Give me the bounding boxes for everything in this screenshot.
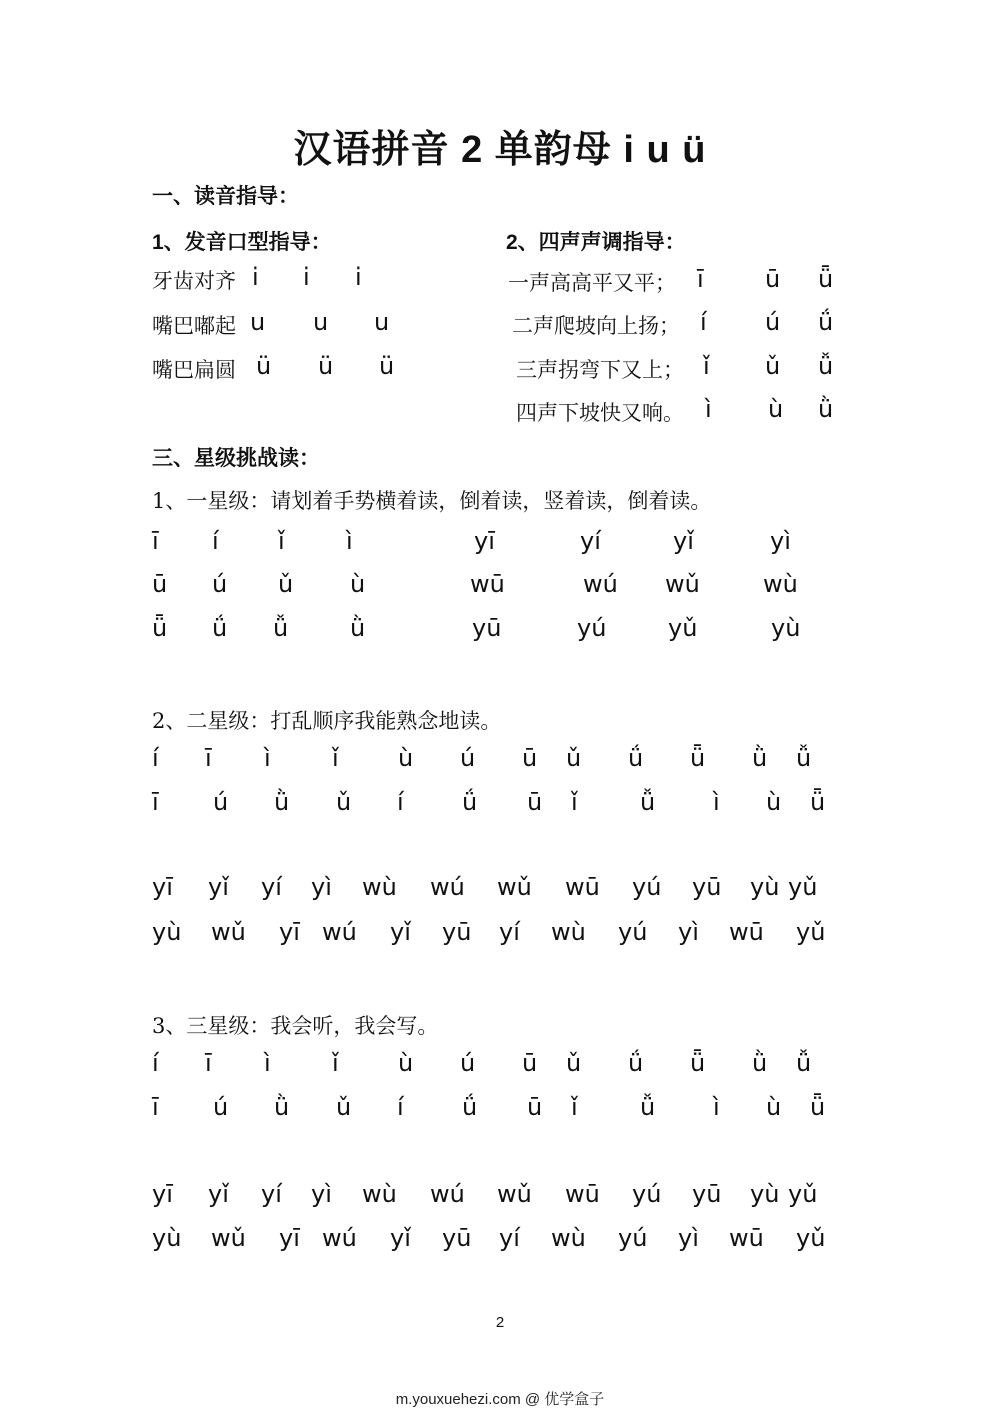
- pinyin-cell: yī: [279, 1224, 300, 1252]
- mouth-letter: i: [303, 263, 310, 291]
- level1-row: [0, 527, 1000, 561]
- pinyin-cell: yǔ: [668, 614, 698, 642]
- pinyin-cell: ǖ: [690, 1049, 706, 1077]
- section-star-challenge-heading: 三、星级挑战读：: [152, 447, 320, 470]
- pinyin-cell: ú: [212, 570, 228, 598]
- pinyin-cell: wǔ: [211, 918, 246, 946]
- pinyin-cell: yū: [692, 1180, 722, 1208]
- tone-letter: ǖ: [818, 265, 834, 293]
- pinyin-cell: ī: [205, 1049, 212, 1077]
- pinyin-cell: ì: [264, 744, 271, 772]
- level3-heading: 3、三星级：我会听，我会写。: [152, 1014, 439, 1038]
- pinyin-cell: ǜ: [350, 614, 366, 642]
- pinyin-cell: ú: [460, 1049, 476, 1077]
- pinyin-cell: yǔ: [796, 918, 826, 946]
- pinyin-cell: ǚ: [273, 614, 289, 642]
- pinyin-cell: ū: [522, 1049, 538, 1077]
- pinyin-cell: ì: [264, 1049, 271, 1077]
- pinyin-cell: ǔ: [566, 744, 582, 772]
- tone-row-label: 二声爬坡向上扬；: [512, 314, 680, 338]
- pinyin-cell: yū: [442, 918, 472, 946]
- level3-vowel-row: [0, 1093, 1000, 1127]
- pinyin-cell: ù: [766, 788, 782, 816]
- pinyin-cell: ǘ: [462, 788, 478, 816]
- tone-letter: ù: [768, 395, 784, 423]
- pinyin-cell: ū: [152, 570, 168, 598]
- pinyin-cell: yú: [618, 918, 648, 946]
- pinyin-cell: yú: [618, 1224, 648, 1252]
- pinyin-cell: ǚ: [640, 788, 656, 816]
- pinyin-cell: ǖ: [152, 614, 168, 642]
- pinyin-cell: í: [397, 1093, 404, 1121]
- pinyin-cell: ī: [152, 1093, 159, 1121]
- pinyin-cell: wú: [322, 1224, 357, 1252]
- pinyin-cell: yì: [311, 1180, 332, 1208]
- pinyin-cell: yì: [311, 873, 332, 901]
- level2-heading: 2、二星级：打乱顺序我能熟念地读。: [152, 709, 502, 733]
- pinyin-cell: ú: [460, 744, 476, 772]
- pinyin-cell: yī: [279, 918, 300, 946]
- pinyin-cell: wǔ: [497, 873, 532, 901]
- pinyin-cell: ǐ: [278, 527, 285, 555]
- page-number: 2: [495, 1314, 505, 1331]
- level2-syllable-row: [0, 918, 1000, 952]
- mouth-row-label: 牙齿对齐: [152, 269, 236, 293]
- tone-letter: ì: [705, 395, 712, 423]
- pinyin-cell: ǖ: [810, 1093, 826, 1121]
- level3-syllable-row: [0, 1180, 1000, 1214]
- pinyin-cell: yí: [499, 918, 520, 946]
- pinyin-cell: yú: [632, 1180, 662, 1208]
- pinyin-cell: wù: [362, 873, 397, 901]
- pinyin-cell: ù: [766, 1093, 782, 1121]
- mouth-row-label: 嘴巴嘟起: [152, 314, 236, 338]
- pinyin-cell: ǔ: [336, 1093, 352, 1121]
- pinyin-cell: yǔ: [796, 1224, 826, 1252]
- pinyin-cell: ǜ: [274, 788, 290, 816]
- level3-syllable-row: [0, 1224, 1000, 1258]
- pinyin-cell: yǐ: [673, 527, 694, 555]
- pinyin-cell: wū: [470, 570, 505, 598]
- pinyin-cell: yǐ: [390, 1224, 411, 1252]
- pinyin-cell: ǜ: [752, 1049, 768, 1077]
- pinyin-cell: yù: [152, 1224, 182, 1252]
- mouth-shape-heading: 1、发音口型指导：: [152, 231, 332, 254]
- pinyin-cell: ǘ: [628, 744, 644, 772]
- level2-vowel-row: [0, 744, 1000, 778]
- pinyin-cell: ì: [713, 788, 720, 816]
- pinyin-cell: ū: [527, 788, 543, 816]
- pinyin-cell: yǐ: [208, 1180, 229, 1208]
- pinyin-cell: ǐ: [571, 788, 578, 816]
- pinyin-cell: wǔ: [497, 1180, 532, 1208]
- pinyin-cell: ǔ: [566, 1049, 582, 1077]
- pinyin-cell: wú: [430, 1180, 465, 1208]
- pinyin-cell: yù: [152, 918, 182, 946]
- pinyin-cell: í: [397, 788, 404, 816]
- level2-syllable-row: [0, 873, 1000, 907]
- pinyin-cell: ù: [398, 1049, 414, 1077]
- pinyin-cell: ǚ: [796, 744, 812, 772]
- pinyin-cell: í: [212, 527, 219, 555]
- pinyin-cell: ì: [713, 1093, 720, 1121]
- pinyin-cell: ǜ: [752, 744, 768, 772]
- pinyin-cell: yì: [770, 527, 791, 555]
- pinyin-cell: ū: [527, 1093, 543, 1121]
- tone-letter: ǐ: [703, 352, 710, 380]
- mouth-letter: u: [250, 308, 266, 336]
- pinyin-cell: yū: [442, 1224, 472, 1252]
- pinyin-cell: yǐ: [390, 918, 411, 946]
- pinyin-cell: ǔ: [336, 788, 352, 816]
- pinyin-cell: wǔ: [665, 570, 700, 598]
- pinyin-cell: wù: [551, 918, 586, 946]
- level3-vowel-row: [0, 1049, 1000, 1083]
- pinyin-cell: ǖ: [810, 788, 826, 816]
- tone-letter: ǘ: [818, 308, 834, 336]
- pinyin-cell: yú: [577, 614, 607, 642]
- pinyin-cell: ú: [213, 788, 229, 816]
- pinyin-cell: yí: [261, 1180, 282, 1208]
- pinyin-cell: wù: [763, 570, 798, 598]
- level1-row: [0, 570, 1000, 604]
- pinyin-cell: wū: [729, 1224, 764, 1252]
- pinyin-cell: ǔ: [278, 570, 294, 598]
- pinyin-cell: yī: [152, 1180, 173, 1208]
- pinyin-cell: ǜ: [274, 1093, 290, 1121]
- pinyin-cell: ì: [346, 527, 353, 555]
- pinyin-cell: yí: [580, 527, 601, 555]
- mouth-row-label: 嘴巴扁圆: [152, 358, 236, 382]
- pinyin-cell: ū: [522, 744, 538, 772]
- tone-row-label: 四声下坡快又响。: [516, 401, 684, 425]
- pinyin-cell: ǚ: [796, 1049, 812, 1077]
- pinyin-cell: yù: [750, 873, 780, 901]
- pinyin-cell: wù: [551, 1224, 586, 1252]
- pinyin-cell: ī: [152, 527, 159, 555]
- pinyin-cell: yǐ: [208, 873, 229, 901]
- pinyin-cell: yì: [678, 918, 699, 946]
- pinyin-cell: wú: [322, 918, 357, 946]
- pinyin-cell: yù: [771, 614, 801, 642]
- tone-guide-heading: 2、四声声调指导：: [506, 231, 686, 254]
- mouth-letter: i: [252, 263, 259, 291]
- pinyin-cell: ǘ: [212, 614, 228, 642]
- tone-letter: ǔ: [765, 352, 781, 380]
- pinyin-cell: wū: [565, 1180, 600, 1208]
- mouth-letter: ü: [256, 352, 272, 380]
- section-reading-guide-heading: 一、读音指导：: [152, 185, 299, 208]
- tone-row-label: 三声拐弯下又上；: [516, 358, 684, 382]
- pinyin-cell: yū: [692, 873, 722, 901]
- tone-letter: ǜ: [818, 395, 834, 423]
- level2-vowel-row: [0, 788, 1000, 822]
- pinyin-cell: ù: [398, 744, 414, 772]
- mouth-letter: ü: [318, 352, 334, 380]
- pinyin-cell: yí: [261, 873, 282, 901]
- pinyin-cell: ǐ: [571, 1093, 578, 1121]
- mouth-letter: u: [374, 308, 390, 336]
- pinyin-cell: wú: [430, 873, 465, 901]
- tone-letter: í: [700, 308, 707, 336]
- pinyin-cell: yī: [152, 873, 173, 901]
- pinyin-cell: yú: [632, 873, 662, 901]
- pinyin-cell: í: [152, 744, 159, 772]
- pinyin-cell: ǘ: [628, 1049, 644, 1077]
- pinyin-cell: ī: [152, 788, 159, 816]
- pinyin-cell: ǘ: [462, 1093, 478, 1121]
- pinyin-cell: ù: [350, 570, 366, 598]
- pinyin-cell: wú: [583, 570, 618, 598]
- pinyin-cell: yí: [499, 1224, 520, 1252]
- pinyin-cell: í: [152, 1049, 159, 1077]
- pinyin-cell: wù: [362, 1180, 397, 1208]
- pinyin-cell: ǐ: [332, 1049, 339, 1077]
- page-title: 汉语拼音 2 单韵母 i u ü: [293, 129, 707, 171]
- pinyin-cell: wū: [565, 873, 600, 901]
- pinyin-cell: yǔ: [788, 1180, 818, 1208]
- tone-row-label: 一声高高平又平；: [508, 271, 676, 295]
- tone-letter: ǚ: [818, 352, 834, 380]
- tone-letter: ū: [765, 265, 781, 293]
- pinyin-cell: wū: [729, 918, 764, 946]
- mouth-letter: ü: [379, 352, 395, 380]
- pinyin-cell: ī: [205, 744, 212, 772]
- pinyin-cell: ǚ: [640, 1093, 656, 1121]
- tone-letter: ú: [765, 308, 781, 336]
- pinyin-cell: yì: [678, 1224, 699, 1252]
- tone-letter: ī: [697, 265, 704, 293]
- mouth-letter: u: [313, 308, 329, 336]
- mouth-letter: i: [355, 263, 362, 291]
- pinyin-cell: yī: [474, 527, 495, 555]
- pinyin-cell: yū: [472, 614, 502, 642]
- pinyin-cell: yǔ: [788, 873, 818, 901]
- pinyin-cell: ú: [213, 1093, 229, 1121]
- pinyin-cell: ǖ: [690, 744, 706, 772]
- pinyin-cell: yù: [750, 1180, 780, 1208]
- level1-row: [0, 614, 1000, 648]
- footer-watermark: m.youxuehezi.com @ 优学盒子: [395, 1391, 605, 1408]
- level1-heading: 1、一星级：请划着手势横着读，倒着读，竖着读，倒着读。: [152, 489, 712, 513]
- pinyin-cell: wǔ: [211, 1224, 246, 1252]
- pinyin-cell: ǐ: [332, 744, 339, 772]
